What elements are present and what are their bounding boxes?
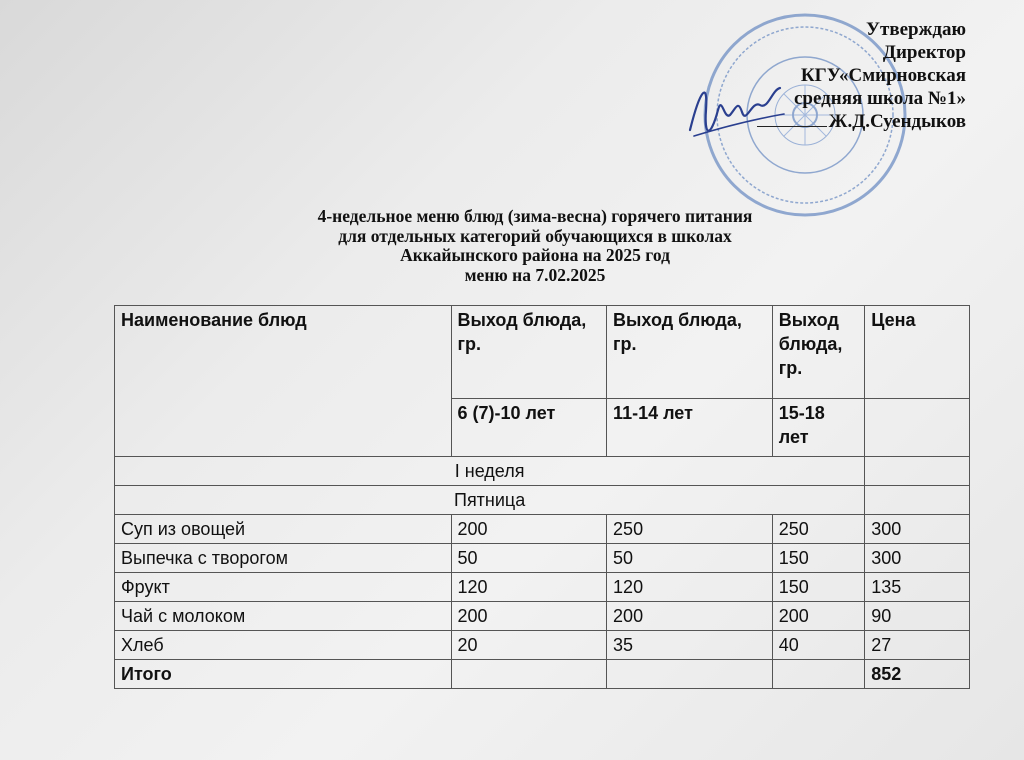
table-row xyxy=(115,515,970,544)
dish-name: Выпечка с творогом xyxy=(115,544,452,573)
header-yield-2: Выход блюда, гр. xyxy=(607,306,773,399)
age-group-1: 6 (7)-10 лет xyxy=(451,398,607,457)
dish-name: Суп из овощей xyxy=(115,515,452,544)
dish-name: Хлеб xyxy=(115,631,452,660)
yield-1: 120 xyxy=(451,573,607,602)
day-price-empty xyxy=(865,486,970,515)
price: 27 xyxy=(865,631,970,660)
price: 90 xyxy=(865,602,970,631)
yield-3: 150 xyxy=(772,544,865,573)
total-empty-3 xyxy=(772,660,865,689)
total-empty-2 xyxy=(607,660,773,689)
header-price: Цена xyxy=(865,306,970,399)
total-value: 852 xyxy=(865,660,970,689)
document-title xyxy=(180,207,890,285)
price: 300 xyxy=(865,544,970,573)
week-row xyxy=(115,457,970,486)
approval-organization: КГУ«Смирновская xyxy=(800,65,966,86)
approval-block xyxy=(757,18,966,133)
header-dish-name: Наименование блюд xyxy=(115,306,452,457)
title-line-1: 4-недельное меню блюд (зима-весна) горячего питания xyxy=(317,206,753,226)
total-empty-1 xyxy=(451,660,607,689)
approval-word: Утверждаю xyxy=(866,19,966,40)
total-label: Итого xyxy=(115,660,452,689)
yield-2: 50 xyxy=(607,544,773,573)
dish-name: Фрукт xyxy=(115,573,452,602)
table-row xyxy=(115,602,970,631)
header-yield-3: Выход блюда, гр. xyxy=(772,306,865,399)
total-row xyxy=(115,660,970,689)
week-price-empty xyxy=(865,457,970,486)
title-line-2: для отдельных категорий обучающихся в школах xyxy=(338,225,732,246)
price: 135 xyxy=(865,573,970,602)
approval-position: Директор xyxy=(882,42,966,63)
day-label: Пятница xyxy=(115,486,865,515)
yield-2: 250 xyxy=(607,515,773,544)
approval-signatory xyxy=(757,110,966,133)
table-row xyxy=(115,631,970,660)
signature-line xyxy=(757,126,827,127)
approval-school: средняя школа №1» xyxy=(793,88,966,109)
day-row xyxy=(115,486,970,515)
header-yield-1: Выход блюда, гр. xyxy=(451,306,607,399)
age-group-3: 15-18 лет xyxy=(772,398,865,457)
title-line-3: Аккайынского района на 2025 год xyxy=(400,245,670,265)
yield-3: 150 xyxy=(772,573,865,602)
yield-2: 200 xyxy=(607,602,773,631)
yield-1: 200 xyxy=(451,602,607,631)
table-row xyxy=(115,573,970,602)
menu-table xyxy=(114,305,970,689)
yield-3: 200 xyxy=(772,602,865,631)
price: 300 xyxy=(865,515,970,544)
table-header-row xyxy=(115,306,970,399)
yield-3: 250 xyxy=(772,515,865,544)
yield-1: 200 xyxy=(451,515,607,544)
dish-name: Чай с молоком xyxy=(115,602,452,631)
yield-3: 40 xyxy=(772,631,865,660)
title-line-4: меню на 7.02.2025 xyxy=(464,264,606,285)
approval-name: Ж.Д.Суендыков xyxy=(828,111,966,132)
yield-2: 120 xyxy=(607,573,773,602)
yield-1: 50 xyxy=(451,544,607,573)
week-label: I неделя xyxy=(115,457,865,486)
age-group-empty xyxy=(865,398,970,457)
yield-1: 20 xyxy=(451,631,607,660)
age-group-2: 11-14 лет xyxy=(607,398,773,457)
yield-2: 35 xyxy=(607,631,773,660)
table-row xyxy=(115,544,970,573)
